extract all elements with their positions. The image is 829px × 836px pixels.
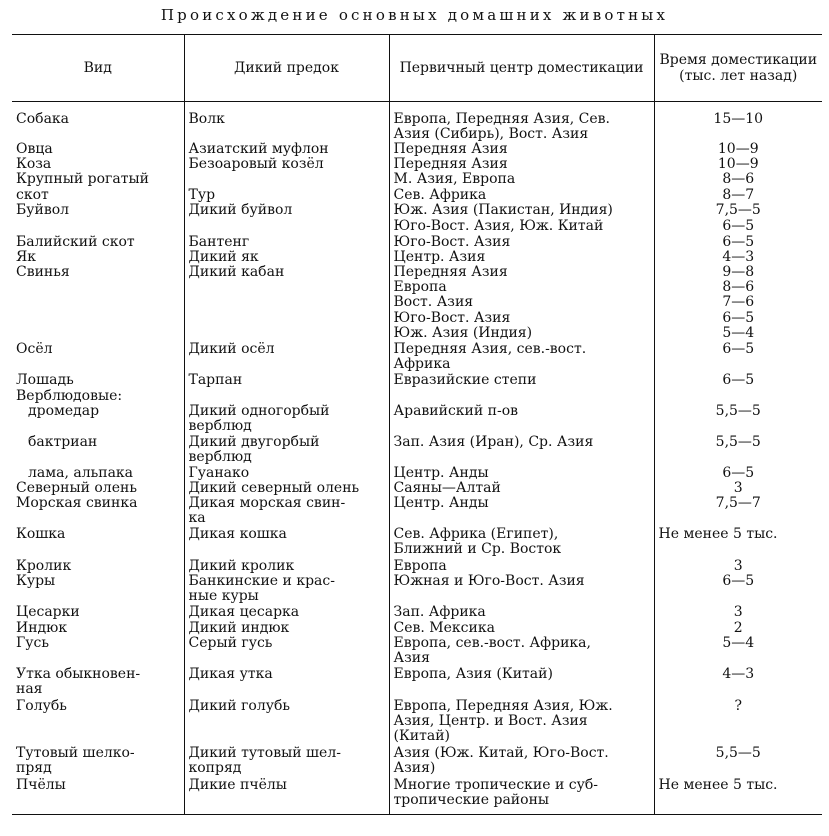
time-cell: 3 [654,481,822,496]
center-cell-line: Сев. Африка (Египет), [393,527,559,542]
species-cell: бактриан [28,435,98,450]
ancestor-cell [184,404,389,435]
center-cell-line: Азия (Сибирь), Вост. Азия [393,126,589,142]
table-row [12,667,822,699]
table-title: Происхождение основных домашних животных [160,6,669,24]
table-row [12,636,822,667]
table-row [12,157,822,172]
center-cell: Юго-Вост. Азия [389,311,654,326]
species-cell: Цесарки [16,605,80,620]
time-cell: 8—6 [654,280,822,295]
center-cell: Юж. Азия (Пакистан, Индия) [389,203,654,219]
time-cell: 3 [654,605,822,621]
center-cell: Центр. Анды [389,466,654,481]
table-row [12,496,822,527]
table-row [12,265,822,280]
table-row [12,435,822,466]
time-cell: 6—5 [654,235,822,250]
species-cell [12,667,184,699]
center-cell: Юго-Вост. Азия, Юж. Китай [389,219,654,235]
species-cell: лама, альпака [28,466,134,481]
time-cell [654,389,822,404]
species-cell: Индюк [16,621,68,636]
center-cell: Юго-Вост. Азия [389,235,654,250]
time-cell: 10—9 [654,157,822,172]
center-cell-line: Азия (Юж. Китай, Юго-Вост. [393,746,609,761]
time-cell: 6—5 [654,466,822,481]
species-cell: Як [16,250,37,265]
ancestor-cell: Гуанако [184,466,389,481]
ancestor-cell: Дикий кролик [184,559,389,574]
ancestor-cell: Тарпан [184,373,389,389]
species-cell: Куры [16,574,56,589]
ancestor-cell: Дикий осёл [184,342,389,373]
center-cell [389,746,654,778]
center-cell: Передняя Азия [389,265,654,280]
time-cell: 5—4 [654,636,822,667]
species-cell [12,311,184,326]
center-cell-line: Многие тропические и суб- [393,778,599,793]
table-row [12,235,822,250]
species-cell-line: Утка обыкновен- [16,667,141,682]
time-cell: 9—8 [654,265,822,280]
species-cell: Овца [16,142,53,157]
table-row [12,621,822,636]
table-row [12,605,822,621]
time-cell: 15—10 [654,102,822,143]
ancestor-cell: Серый гусь [184,636,389,667]
species-cell: Морская свинка [16,496,138,511]
center-cell [389,636,654,667]
time-cell: Не менее 5 тыс. [654,527,822,559]
time-cell: 2 [654,621,822,636]
ancestor-cell-line: Дикий двугорбый [188,435,320,450]
table-row [12,311,822,326]
ancestor-cell [184,219,389,235]
ancestor-cell-line: верблюд [188,418,252,434]
ancestor-cell: Дикая утка [184,667,389,699]
time-cell: 5,5—5 [654,435,822,466]
ancestor-cell-line: Банкинские и крас- [188,574,335,589]
center-cell: Европа [389,559,654,574]
table-row [12,373,822,389]
ancestor-cell [184,435,389,466]
center-cell: Южная и Юго-Вост. Азия [389,574,654,605]
header-time: Время доместикации (тыс. лет назад) [654,35,822,102]
table-row [12,389,822,404]
center-cell [389,102,654,143]
ancestor-cell: Волк [184,102,389,143]
ancestor-cell: Азиатский муфлон [184,142,389,157]
time-cell: Не менее 5 тыс. [654,778,822,815]
center-cell: Евразийские степи [389,373,654,389]
table-row [12,250,822,265]
time-cell: 6—5 [654,219,822,235]
species-cell: Крупный рогатый [16,172,149,187]
species-cell: Кролик [16,559,72,574]
center-cell-line: тропические районы [393,792,550,808]
center-cell: Сев. Африка [389,188,654,203]
ancestor-cell [184,389,389,404]
ancestor-cell-line: Дикий одногорбый [188,404,330,419]
species-cell: Голубь [16,699,67,714]
ancestor-cell [184,496,389,527]
table-row [12,746,822,778]
center-cell: Передняя Азия [389,142,654,157]
species-cell: Свинья [16,265,70,280]
ancestor-cell [184,311,389,326]
center-cell: М. Азия, Европа [389,172,654,188]
table-row [12,527,822,559]
species-cell: Буйвол [16,203,70,218]
table-row [12,574,822,605]
center-cell-line: Африка [393,356,451,372]
table-row [12,102,822,143]
ancestor-cell-line: верблюд [188,449,252,465]
ancestor-cell: Бантенг [184,235,389,250]
species-cell: дромедар [28,404,100,419]
ancestor-cell: Дикий як [184,250,389,265]
center-cell: Передняя Азия [389,157,654,172]
center-cell: Центр. Азия [389,250,654,265]
center-cell: Зап. Африка [389,605,654,621]
center-cell: Зап. Азия (Иран), Ср. Азия [389,435,654,466]
species-cell-line: ная [16,681,43,697]
species-cell: Собака [16,111,70,127]
ancestor-cell [184,280,389,295]
table-row [12,295,822,311]
time-cell: 7—6 [654,295,822,311]
center-cell-line: Азия, Центр. и Вост. Азия [393,713,588,729]
species-cell [12,219,184,235]
time-cell: 8—7 [654,188,822,203]
species-cell: Коза [16,157,52,172]
table-body [12,102,822,815]
time-cell: 6—5 [654,342,822,373]
table-row [12,342,822,373]
species-cell: Северный олень [16,481,137,496]
ancestor-cell: Дикий голубь [184,699,389,746]
center-cell: Юж. Азия (Индия) [389,326,654,342]
ancestor-cell: Дикая кошка [184,527,389,559]
center-cell-line: Европа, сев.-вост. Африка, [393,636,591,651]
time-cell: 8—6 [654,172,822,188]
ancestor-cell: Дикие пчёлы [184,778,389,815]
time-cell: 7,5—7 [654,496,822,527]
species-cell: Осёл [16,342,53,357]
header-species: Вид [12,35,184,102]
table-row [12,466,822,481]
ancestor-cell-line: Дикий тутовый шел- [188,746,341,761]
ancestor-cell: Дикий северный олень [184,481,389,496]
center-cell: Аравийский п-ов [389,404,654,435]
time-cell: 7,5—5 [654,203,822,219]
center-cell-line: Европа, Передняя Азия, Сев. [393,111,611,127]
center-cell-line: Азия) [393,760,436,776]
center-cell: Центр. Анды [389,496,654,527]
time-cell: 4—3 [654,250,822,265]
time-cell: 6—5 [654,373,822,389]
center-cell: Европа [389,280,654,295]
species-cell-line: Тутовый шелко- [16,746,135,761]
center-cell [389,778,654,815]
domestic-animals-table [12,34,822,815]
center-cell [389,699,654,746]
time-cell: 10—9 [654,142,822,157]
center-cell [389,527,654,559]
species-cell [12,326,184,342]
center-cell: Вост. Азия [389,295,654,311]
center-cell-line: Ближний и Ср. Восток [393,541,562,557]
species-cell: Балийский скот [16,235,135,250]
center-cell: Европа, Азия (Китай) [389,667,654,699]
species-cell: Гусь [16,636,49,651]
species-cell: скот [16,188,49,203]
time-cell: 5—4 [654,326,822,342]
header-row [12,35,822,102]
ancestor-cell: Дикий индюк [184,621,389,636]
time-cell: 4—3 [654,667,822,699]
ancestor-cell-line: копряд [188,760,242,776]
time-cell: 5,5—5 [654,746,822,778]
ancestor-cell [184,295,389,311]
table-row [12,188,822,203]
species-cell-line: пряд [16,760,52,776]
time-cell: 6—5 [654,311,822,326]
species-cell [12,280,184,295]
species-cell: Верблюдовые: [16,389,123,404]
center-cell-line: Азия [393,650,430,666]
table-row [12,778,822,815]
time-cell: 3 [654,559,822,574]
species-cell [12,295,184,311]
ancestor-cell: Дикая цесарка [184,605,389,621]
species-cell [12,746,184,778]
header-center: Первичный центр доместикации [389,35,654,102]
table-row [12,219,822,235]
center-cell-line: Европа, Передняя Азия, Юж. [393,699,613,714]
center-cell [389,389,654,404]
ancestor-cell-line: ка [188,510,206,526]
center-cell: Саяны—Алтай [389,481,654,496]
ancestor-cell [184,746,389,778]
center-cell [389,342,654,373]
table-row [12,280,822,295]
time-cell: ? [654,699,822,746]
ancestor-cell: Дикий кабан [184,265,389,280]
table-row [12,326,822,342]
ancestor-cell-line: Дикая морская свин- [188,496,346,511]
center-cell-line: (Китай) [393,728,451,744]
ancestor-cell [184,326,389,342]
ancestor-cell-line: ные куры [188,588,259,604]
header-ancestor: Дикий предок [184,35,389,102]
ancestor-cell [184,574,389,605]
ancestor-cell [184,172,389,188]
ancestor-cell: Дикий буйвол [184,203,389,219]
center-cell-line: Передняя Азия, сев.-вост. [393,342,587,357]
table-row [12,404,822,435]
ancestor-cell: Тур [184,188,389,203]
species-cell: Кошка [16,527,66,542]
table-row [12,559,822,574]
table-row [12,481,822,496]
table-row [12,699,822,746]
ancestor-cell: Безоаровый козёл [184,157,389,172]
species-cell: Пчёлы [12,778,184,815]
time-cell: 6—5 [654,574,822,605]
species-cell: Лошадь [16,373,74,388]
table-row [12,142,822,157]
table-row [12,172,822,188]
table-row [12,203,822,219]
time-cell: 5,5—5 [654,404,822,435]
center-cell: Сев. Мексика [389,621,654,636]
